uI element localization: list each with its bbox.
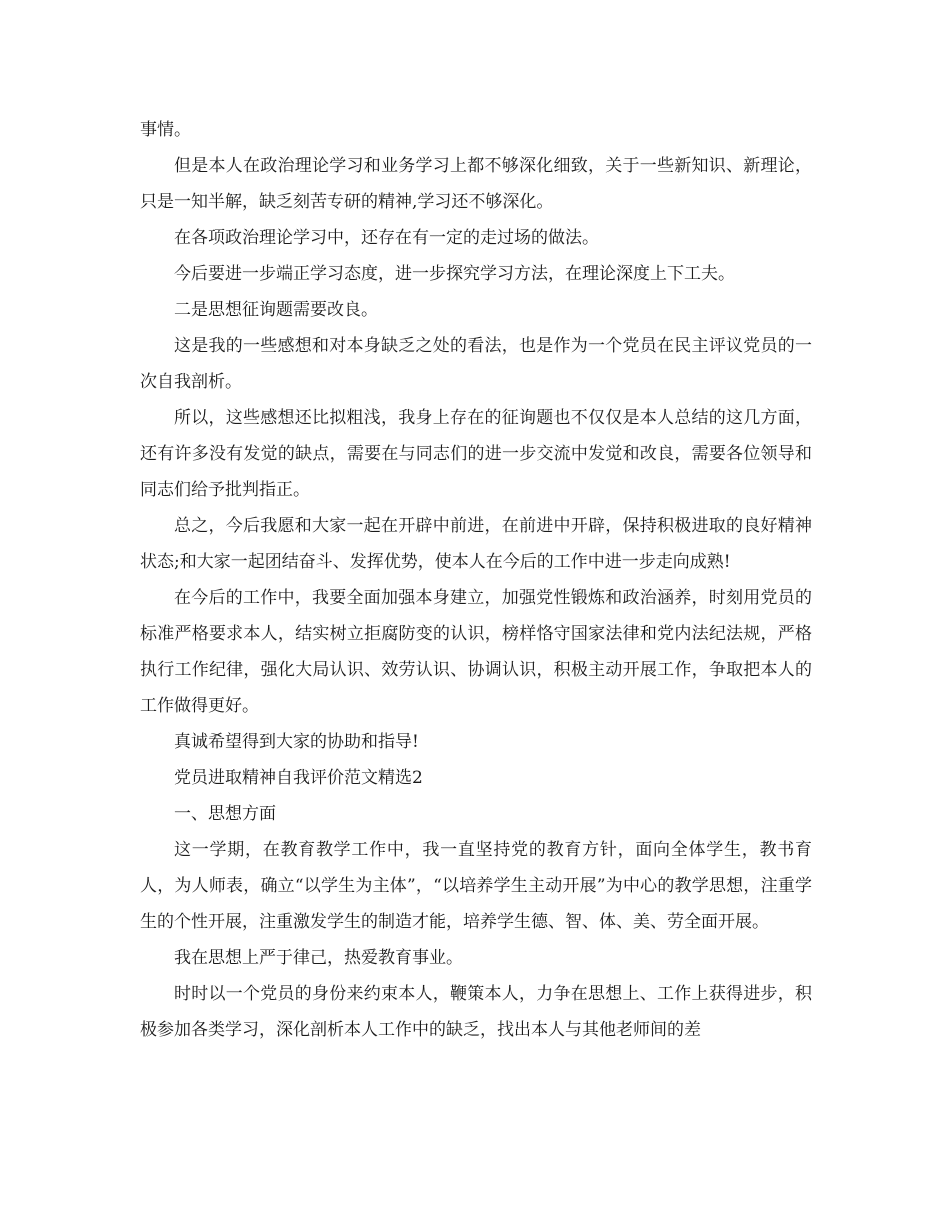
paragraph: 这是我的一些感想和对本身缺乏之处的看法，也是作为一个党员在民主评议党员的一次自我剖析。 — [140, 336, 812, 392]
paragraph: 总之，今后我愿和大家一起在开辟中前进，在前进中开辟，保持积极进取的良好精神状态;和大家一起团结奋斗、发挥优势，使本人在今后的工作中进一步走向成熟! — [140, 516, 812, 572]
paragraph: 但是本人在政治理论学习和业务学习上都不够深化细致，关于一些新知识、新理论，只是一知半解，缺乏刻苦专研的精神,学习还不够深化。 — [140, 156, 812, 212]
paragraph: 二是思想征询题需要改良。 — [174, 300, 378, 320]
section-heading: 党员进取精神自我评价范文精选2 — [174, 768, 423, 788]
paragraph: 真诚希望得到大家的协助和指导! — [174, 732, 419, 752]
paragraph: 事情。 — [140, 120, 191, 140]
paragraph: 所以，这些感想还比拟粗浅，我身上存在的征询题也不仅仅是本人总结的这几方面，还有许多没有发觉的缺点，需要在与同志们的进一步交流中发觉和改良，需要各位领导和同志们给予批判指正。 — [140, 408, 812, 500]
paragraph: 时时以一个党员的身份来约束本人，鞭策本人，力争在思想上、工作上获得进步，积极参加各类学习，深化剖析本人工作中的缺乏，找出本人与其他老师间的差 — [140, 984, 812, 1040]
paragraph: 在各项政治理论学习中，还存在有一定的走过场的做法。 — [174, 228, 599, 248]
paragraph: 今后要进一步端正学习态度，进一步探究学习方法，在理论深度上下工夫。 — [174, 264, 735, 284]
paragraph: 这一学期，在教育教学工作中，我一直坚持党的教育方针，面向全体学生，教书育人，为人师表，确立“以学生为主体”，“以培养学生主动开展”为中心的教学思想，注重学生的个性开展，注重激发学生的制造才能，培养学生德、智、体、美、劳全面开展。 — [140, 840, 812, 932]
paragraph: 在今后的工作中，我要全面加强本身建立，加强党性锻炼和政治涵养，时刻用党员的标准严格要求本人，结实树立拒腐防变的认识，榜样恪守国家法律和党内法纪法规，严格执行工作纪律，强化大局认识、效劳认识、协调认识，积极主动开展工作，争取把本人的工作做得更好。 — [140, 588, 812, 716]
document-body — [140, 112, 812, 1048]
subsection-heading: 一、思想方面 — [174, 804, 276, 824]
paragraph: 我在思想上严于律己，热爱教育事业。 — [174, 948, 463, 968]
